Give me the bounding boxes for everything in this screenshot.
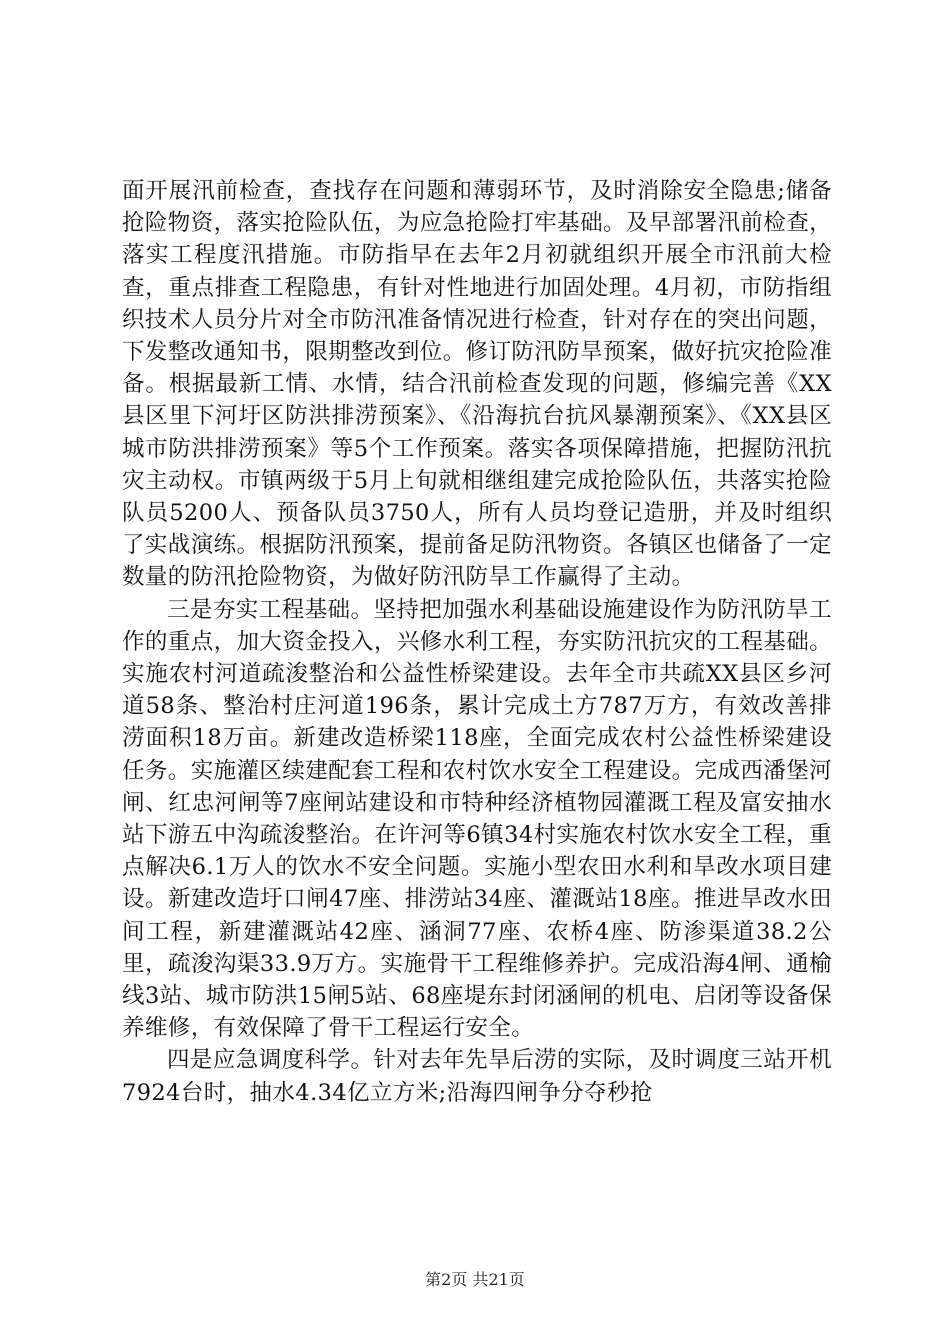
paragraph-2: 三是夯实工程基础。坚持把加强水利基础设施建设作为防汛防旱工作的重点，加大资金投入，兴修水利工程，夯实防汛抗灾的工程基础。实施农村河道疏浚整治和公益性桥梁建设。去年全市共疏XX县区乡河道58条、整治村庄河道196条，累计完成土方787万方，有效改善排涝面积18万亩。新建改造桥梁118座，全面完成农村公益性桥梁建设任务。实施灌区续建配套工程和农村饮水安全工程建设。完成西潘堡河闸、红忠河闸等7座闸站建设和市特种经济植物园灌溉工程及富安抽水站下游五中沟疏浚整治。在许河等6镇34村实施农村饮水安全工程，重点解决6.1万人的饮水不安全问题。实施小型农田水利和旱改水项目建设。新建改造圩口闸47座、排涝站34座、灌溉站18座。推进旱改水田间工程，新建灌溉站42座、涵洞77座、农桥4座、防渗渠道38.2公里，疏浚沟渠33.9万方。实施骨干工程维修养护。完成沿海4闸、通榆线3站、城市防洪15闸5站、68座堤东封闭涵闸的机电、启闭等设备保养维修，有效保障了骨干工程运行安全。 <box>122 596 832 1042</box>
document-body <box>122 175 832 1109</box>
paragraph-3: 四是应急调度科学。针对去年先旱后涝的实际，及时调度三站开机7924台时，抽水4.34亿立方米;沿海四闸争分夺秒抢 <box>122 1047 832 1106</box>
paragraph-1: 面开展汛前检查，查找存在问题和薄弱环节，及时消除安全隐患;储备抢险物资，落实抢险队伍，为应急抢险打牢基础。及早部署汛前检查，落实工程度汛措施。市防指早在去年2月初就组织开展全市汛前大检查，重点排查工程隐患，有针对性地进行加固处理。4月初，市防指组织技术人员分片对全市防汛准备情况进行检查，针对存在的突出问题，下发整改通知书，限期整改到位。修订防汛防旱预案，做好抗灾抢险准备。根据最新工情、水情，结合汛前检查发现的问题，修编完善《XX县区里下河圩区防洪排涝预案》、《沿海抗台抗风暴潮预案》、《XX县区城市防洪排涝预案》等5个工作预案。落实各项保障措施，把握防汛抗灾主动权。市镇两级于5月上旬就相继组建完成抢险队伍，共落实抢险队员5200人、预备队员3750人，所有人员均登记造册，并及时组织了实战演练。根据防汛预案，提前备足防汛物资。各镇区也储备了一定数量的防汛抢险物资，为做好防汛防旱工作赢得了主动。 <box>122 178 832 591</box>
page-number-footer: 第2页 共21页 <box>425 1270 525 1289</box>
